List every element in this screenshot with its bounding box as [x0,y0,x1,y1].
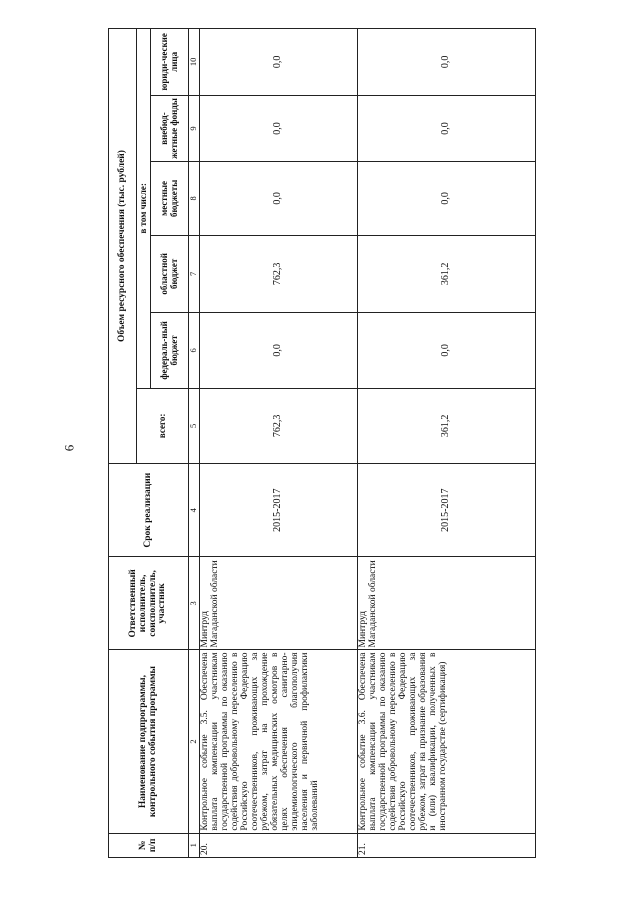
header-legal: юриди-ческие лица [151,29,189,96]
event-name: Контрольное событие 3.6. Обеспечена выплата компенсации участникам государственной программы по оказанию содействия добровольному переселению в Российскую Федерацию соотечественников, проживающих за рубежом, затрат на признание образования и (или) квалификации, полученных в иностранном государстве (сертификация) [358,650,536,833]
rotated-table-container [108,28,538,858]
term: 2015-2017 [200,464,358,557]
table-row [200,29,358,858]
total-value: 762,3 [200,388,358,463]
header-federal: федераль-ный бюджет [151,313,189,388]
header-num: № п/п [109,833,189,857]
header-executor: Ответственный исполнитель, соисполнитель, участник [109,557,189,650]
header-term: Срок реализации [109,464,189,557]
column-number: 4 [189,464,200,557]
term: 2015-2017 [358,464,536,557]
executor: Минтруд Магаданской области [200,557,358,650]
header-total: всего: [137,388,189,463]
local-value: 0,0 [200,162,358,235]
column-number: 6 [189,313,200,388]
local-value: 0,0 [358,162,536,235]
column-number: 1 [189,833,200,857]
page-number: 6 [61,444,77,452]
column-number: 5 [189,388,200,463]
total-value: 361,2 [358,388,536,463]
header-regional: областной бюджет [151,235,189,313]
regional-value: 762,3 [200,235,358,313]
column-number: 10 [189,29,200,96]
legal-value: 0,0 [358,29,536,96]
federal-value: 0,0 [200,313,358,388]
column-number: 7 [189,235,200,313]
table-row [358,29,536,858]
column-number: 8 [189,162,200,235]
row-number: 20. [200,833,358,857]
header-offbudget: внебюд-жетные фонды [151,95,189,162]
federal-value: 0,0 [358,313,536,388]
header-including: в том числе: [137,29,151,389]
regional-value: 361,2 [358,235,536,313]
resource-table [108,28,536,858]
event-name: Контрольное событие 3.5. Обеспечена выплата компенсации участникам государственной программы по оказанию содействия добровольному переселению в Российскую Федерацию соотечественников, проживающих за рубежом, затрат на прохождение обязательных медицинских осмотров в целях обеспечения санитарно-эпидемиологического благополучия населения и первичной профилактики заболеваний [200,650,358,833]
legal-value: 0,0 [200,29,358,96]
header-local: местные бюджеты [151,162,189,235]
row-number: 21. [358,833,536,857]
offbudget-value: 0,0 [200,95,358,162]
column-number: 3 [189,557,200,650]
header-resources: Объем ресурсного обеспечения (тыс. рублей) [109,29,137,464]
column-number-row [189,29,200,858]
column-number: 2 [189,650,200,833]
header-name: Наименование подпрограммы, контрольного события программы [109,650,189,833]
offbudget-value: 0,0 [358,95,536,162]
executor: Минтруд Магаданской области [358,557,536,650]
column-number: 9 [189,95,200,162]
